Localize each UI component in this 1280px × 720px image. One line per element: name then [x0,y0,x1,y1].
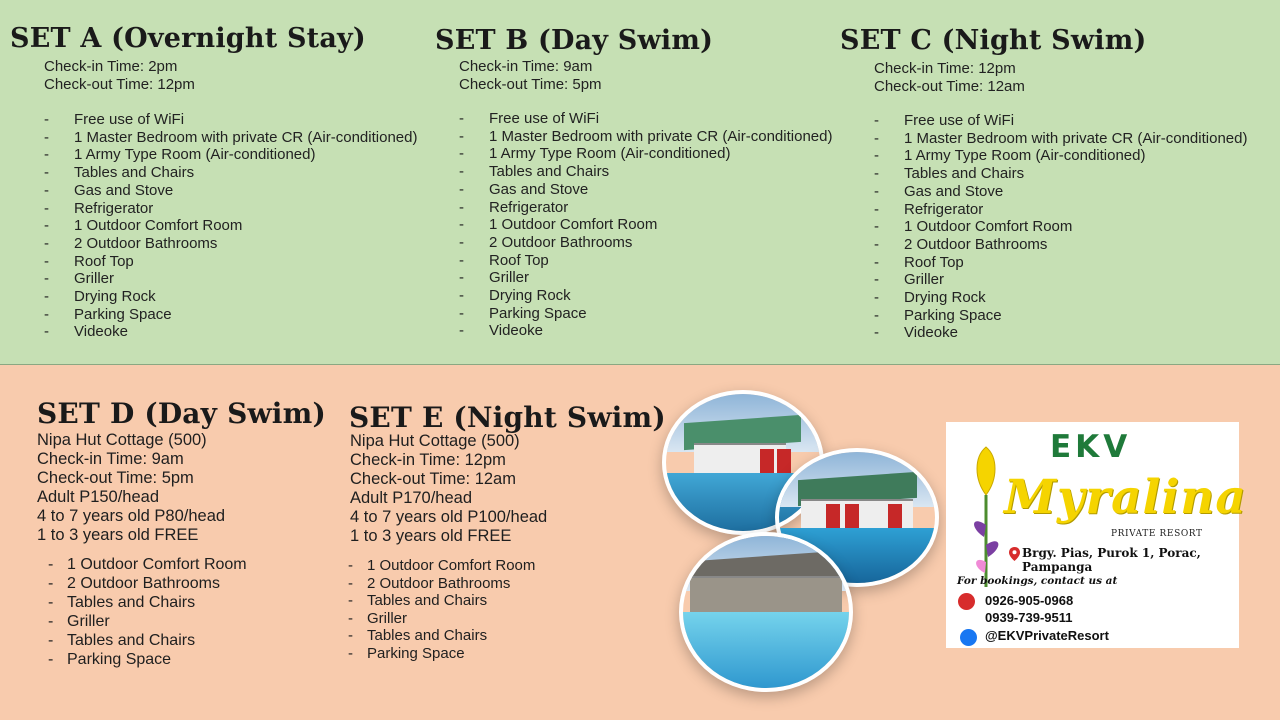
set-e-item: - Tables and Chairs [348,592,535,610]
set-b-item: - 1 Army Type Room (Air-conditioned) [459,145,832,163]
set-a-item: - 1 Army Type Room (Air-conditioned) [44,146,417,164]
set-a-item: - Roof Top [44,253,417,271]
set-d-title: SET D (Day Swim) [37,397,326,430]
set-b-item: - 2 Outdoor Bathrooms [459,234,832,252]
set-c-item: - 1 Master Bedroom with private CR (Air-conditioned) [874,130,1247,148]
resort-logo-card [946,422,1247,648]
set-e-item: - 2 Outdoor Bathrooms [348,575,535,593]
set-c-item: - 1 Army Type Room (Air-conditioned) [874,147,1247,165]
set-b-item: - Griller [459,269,832,287]
set-d-line: Adult P150/head [37,488,160,506]
set-a-item: - Drying Rock [44,288,417,306]
set-a-item: - Parking Space [44,306,417,324]
set-a-item: - Free use of WiFi [44,111,417,129]
set-c-item: - Tables and Chairs [874,165,1247,183]
set-a-amenities [44,111,417,341]
set-b-item: - Gas and Stove [459,181,832,199]
set-e-item: - Tables and Chairs [348,627,535,645]
set-e-item: - Griller [348,610,535,628]
brand-name: Myralina [1004,470,1247,525]
set-c-item: - Free use of WiFi [874,112,1247,130]
set-c-title: SET C (Night Swim) [840,25,1147,56]
set-b-item: - Roof Top [459,252,832,270]
facebook-icon [960,629,977,646]
set-d-amenities [48,555,247,670]
set-d-line: Check-out Time: 5pm [37,469,194,487]
set-a-item: - Griller [44,270,417,288]
brand-tagline: PRIVATE RESORT [1111,529,1203,539]
phone-number-2: 0939-739-9511 [985,610,1073,625]
set-d-item: - 2 Outdoor Bathrooms [48,574,247,593]
set-c-item: - Roof Top [874,254,1247,272]
set-d-item: - 1 Outdoor Comfort Room [48,555,247,574]
set-a-checkout: Check-out Time: 12pm [44,76,195,93]
set-c-item: - 2 Outdoor Bathrooms [874,236,1247,254]
set-c-item: - Parking Space [874,307,1247,325]
set-a-item: - Tables and Chairs [44,164,417,182]
set-e-item: - Parking Space [348,645,535,663]
set-c-item: - 1 Outdoor Comfort Room [874,218,1247,236]
set-c-item: - Refrigerator [874,201,1247,219]
set-c-checkin: Check-in Time: 12pm [874,60,1016,77]
set-d-item: - Griller [48,612,247,631]
set-a-item: - Refrigerator [44,200,417,218]
set-b-item: - 1 Outdoor Comfort Room [459,216,832,234]
location-text: Brgy. Pias, Purok 1, Porac, Pampanga [1022,546,1201,574]
set-c-item: - Griller [874,271,1247,289]
set-e-line: 1 to 3 years old FREE [350,527,512,545]
set-a-item: - Gas and Stove [44,182,417,200]
contact-title: For bookings, contact us at [957,575,1118,587]
set-c-amenities [874,112,1247,342]
bottom-panel [0,365,1280,720]
set-b-item: - Drying Rock [459,287,832,305]
set-a-item: - 2 Outdoor Bathrooms [44,235,417,253]
set-b-checkout: Check-out Time: 5pm [459,76,602,93]
set-b-checkin: Check-in Time: 9am [459,58,593,75]
set-e-line: Adult P170/head [350,489,473,507]
phone-number-1: 0926-905-0968 [985,593,1074,608]
set-b-item: - Free use of WiFi [459,110,832,128]
set-d-item: - Parking Space [48,650,247,669]
set-b-item: - 1 Master Bedroom with private CR (Air-conditioned) [459,128,832,146]
set-e-line: 4 to 7 years old P100/head [350,508,548,526]
set-d-line: Nipa Hut Cottage (500) [37,431,207,449]
set-d-line: 4 to 7 years old P80/head [37,507,226,525]
facebook-handle: @EKVPrivateResort [985,628,1109,643]
set-c-item: - Gas and Stove [874,183,1247,201]
set-c-checkout: Check-out Time: 12am [874,78,1025,95]
set-d-line: Check-in Time: 9am [37,450,184,468]
set-d-item: - Tables and Chairs [48,631,247,650]
set-e-amenities [348,557,535,662]
set-b-amenities [459,110,832,340]
set-b-item: - Videoke [459,322,832,340]
set-e-item: - 1 Outdoor Comfort Room [348,557,535,575]
set-e-line: Check-in Time: 12pm [350,451,506,469]
set-b-item: - Refrigerator [459,199,832,217]
set-a-item: - Videoke [44,323,417,341]
set-a-title: SET A (Overnight Stay) [10,23,366,54]
set-e-line: Nipa Hut Cottage (500) [350,432,520,450]
set-c-item: - Videoke [874,324,1247,342]
set-b-item: - Parking Space [459,305,832,323]
set-e-title: SET E (Night Swim) [349,401,666,434]
location-pin-icon [1008,546,1021,562]
set-b-title: SET B (Day Swim) [435,25,714,56]
set-d-line: 1 to 3 years old FREE [37,526,199,544]
set-a-item: - 1 Master Bedroom with private CR (Air-conditioned) [44,129,417,147]
set-d-item: - Tables and Chairs [48,593,247,612]
phone-icon [958,593,975,610]
flower-icon [964,437,1007,597]
set-b-item: - Tables and Chairs [459,163,832,181]
set-a-item: - 1 Outdoor Comfort Room [44,217,417,235]
ekv-logo-text: EKV [1050,429,1132,465]
set-e-line: Check-out Time: 12am [350,470,516,488]
set-c-item: - Drying Rock [874,289,1247,307]
set-a-checkin: Check-in Time: 2pm [44,58,178,75]
resort-photo-3 [679,532,853,692]
